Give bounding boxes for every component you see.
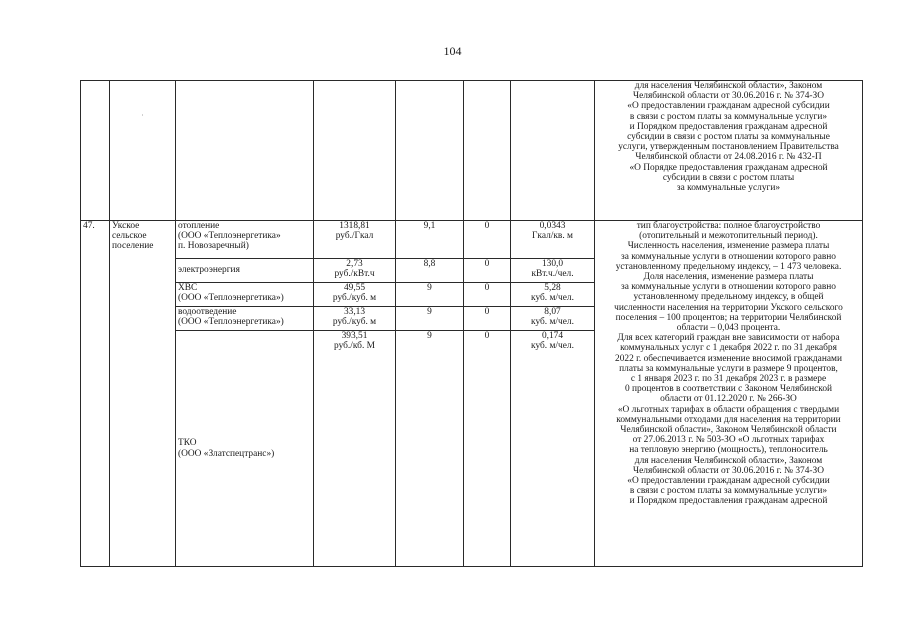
justification-line: за коммунальные услуги в отношении которого равно [620, 251, 836, 262]
service-name-line: водоотведение [178, 307, 237, 317]
service-deviation: 0 [464, 307, 511, 331]
service-name-line: электроэнергия [178, 265, 240, 276]
service-name-line: (ООО «Теплоэнергетика») [178, 317, 284, 328]
service-index: 9 [396, 331, 464, 567]
justification-line: Челябинской области», Законом Челябинской области [620, 425, 837, 436]
volume-value: 130,0 [541, 259, 564, 269]
index-cell [396, 81, 464, 221]
volume-unit: куб. м/чел. [531, 317, 574, 328]
volume-unit: кВт.ч./чел. [531, 269, 574, 280]
service-deviation: 0 [464, 221, 511, 259]
tariff-unit: руб./Гкал [335, 231, 374, 242]
service-deviation: 0 [464, 259, 511, 283]
justification-line: коммунальных услуг с 1 декабря 2022 г. по 31 декабря [620, 343, 837, 354]
service-name [176, 283, 314, 307]
justification-line: Для всех категорий граждан вне зависимости от набора [617, 333, 840, 344]
justification-line: Челябинской области от 24.08.2016 г. № 432-П [635, 152, 822, 163]
justification-line: области – 0,043 процента. [676, 323, 781, 334]
volume-unit: куб. м/чел. [531, 341, 574, 352]
settlement-line: сельское [112, 231, 147, 242]
settlement-cell [110, 81, 176, 221]
tariff-unit: руб./куб. м [332, 317, 377, 328]
volume-value: 0,0343 [539, 221, 566, 231]
volume-value: 8,07 [544, 307, 561, 317]
justification-line: «О Порядке предоставления гражданам адресной [629, 162, 828, 173]
service-deviation: 0 [464, 283, 511, 307]
service-tariff [314, 331, 396, 567]
justification-line: и Порядком предоставления гражданам адресной [629, 121, 828, 132]
justification-line: Численность населения, изменение размера платы [627, 241, 830, 252]
service-index: 9,1 [396, 221, 464, 259]
justification-line: (отопительный и межотопительный период). [639, 231, 818, 242]
settlement-line: Укское [112, 221, 140, 231]
justification-line: с 1 января 2023 г. по 31 декабря 2023 г. в размере [630, 374, 827, 385]
service-index: 9 [396, 283, 464, 307]
justification-line: численности населения на территории Укского сельского [614, 302, 843, 313]
service-volume [511, 283, 595, 307]
tariff-unit: руб./кВт.ч [334, 269, 375, 280]
service-name [176, 259, 314, 283]
justification-line: Челябинской области от 30.06.2016 г. № 374-ЗО [633, 465, 824, 476]
tariff-value: 33,13 [343, 307, 366, 317]
service-name [176, 307, 314, 331]
deviation-cell [464, 81, 511, 221]
service-deviation: 0 [464, 331, 511, 567]
justification-line: платы за коммунальные услуги в размере 9 процентов, [619, 363, 838, 374]
service-tariff [314, 221, 396, 259]
justification-line: 2022 г. обеспечивается изменение вносимой гражданами [615, 353, 842, 364]
service-name-line: (ООО «Теплоэнергетика») [178, 293, 284, 304]
justification-line: от 27.06.2013 г. № 503-ЗО «О льготных тарифах [632, 435, 825, 446]
service-name-line: (ООО «Теплоэнергетика» [178, 231, 281, 242]
justification-line: Доля населения, изменение размера платы [643, 272, 814, 283]
service-volume [511, 259, 595, 283]
justification-line: области от 01.12.2020 г. № 266-ЗО [660, 394, 797, 405]
settlement-line: поселение [112, 241, 154, 252]
tariff-value: 2,73 [346, 259, 363, 269]
service-index: 8,8 [396, 259, 464, 283]
tariff-value: 393,51 [341, 331, 368, 341]
justification-line: субсидии в связи с ростом платы [662, 172, 795, 183]
entry-number: 47. [81, 221, 110, 567]
service-name-line: п. Новозаречный) [178, 241, 249, 252]
justification-cell [595, 81, 863, 221]
service-row-heating [81, 221, 863, 259]
justification-line: «О предоставлении гражданам адресной субсидии [627, 101, 830, 112]
justification-line: 0 процентов в соответствии с Законом Челябинской [624, 384, 833, 395]
service-name [176, 331, 314, 567]
justification-line: «О льготных тарифах в области обращения с твердыми [617, 404, 840, 415]
number-cell [81, 81, 110, 221]
justification-line: установленному предельному индексу, – 1 473 человека. [615, 261, 842, 272]
justification-line: для населения Челябинской области», Законом [634, 81, 823, 91]
service-cell [176, 81, 314, 221]
service-name-line: (ООО «Златспецтранс») [178, 448, 275, 459]
service-tariff [314, 259, 396, 283]
service-index: 9 [396, 307, 464, 331]
tariff-value: 1318,81 [339, 221, 370, 231]
service-name-line: ТКО [178, 438, 197, 449]
volume-cell [511, 81, 595, 221]
justification-line: и Порядком предоставления гражданам адресной [629, 496, 828, 507]
volume-unit: куб. м/чел. [531, 293, 574, 304]
tariff-cell [314, 81, 396, 221]
justification-line: в связи с ростом платы за коммунальные услуги» [629, 486, 828, 497]
justification-line: за коммунальные услуги в отношении которого равно [620, 282, 836, 293]
service-volume [511, 307, 595, 331]
service-tariff [314, 307, 396, 331]
service-volume [511, 331, 595, 567]
justification-line: поселения – 100 процентов; на территории Челябинской [615, 312, 842, 323]
tariff-unit: руб./кб. М [334, 341, 375, 352]
continuation-row [81, 81, 863, 221]
justification-line: «О предоставлении гражданам адресной субсидии [627, 476, 830, 487]
tariff-value: 49,55 [343, 283, 366, 293]
justification-line: на тепловую энергию (мощность), теплоноситель [629, 445, 828, 456]
volume-value: 0,174 [541, 331, 564, 341]
continuation-marker: · [141, 111, 144, 120]
justification-line: за коммунальные услуги» [676, 183, 781, 194]
service-name [176, 221, 314, 259]
justification-line: коммунальными отходами для населения на территории [616, 414, 841, 425]
page-number: 104 [443, 44, 462, 58]
service-name-line: отопление [178, 221, 220, 231]
volume-unit: Гкал/кв. м [532, 231, 573, 242]
justification-line: в связи с ростом платы за коммунальные услуги» [629, 111, 828, 122]
tariff-table [80, 80, 863, 567]
service-name-line: ХВС [178, 283, 198, 293]
tariff-unit: руб./куб. м [332, 293, 377, 304]
service-volume [511, 221, 595, 259]
justification-line: услуги, утвержденным постановлением Правительства [618, 142, 839, 153]
justification-line: субсидии в связи с ростом платы за коммунальные [627, 132, 830, 143]
justification-line: для населения Челябинской области», Законом [634, 455, 823, 466]
volume-value: 5,28 [544, 283, 561, 293]
justification-line: установленному предельному индексу, в общей [633, 292, 824, 303]
justification-line: Челябинской области от 30.06.2016 г. № 374-ЗО [633, 91, 824, 102]
entry-justification [595, 221, 863, 567]
settlement-name [110, 221, 176, 567]
service-tariff [314, 283, 396, 307]
justification-line: тип благоустройства: полное благоустройство [636, 221, 821, 231]
